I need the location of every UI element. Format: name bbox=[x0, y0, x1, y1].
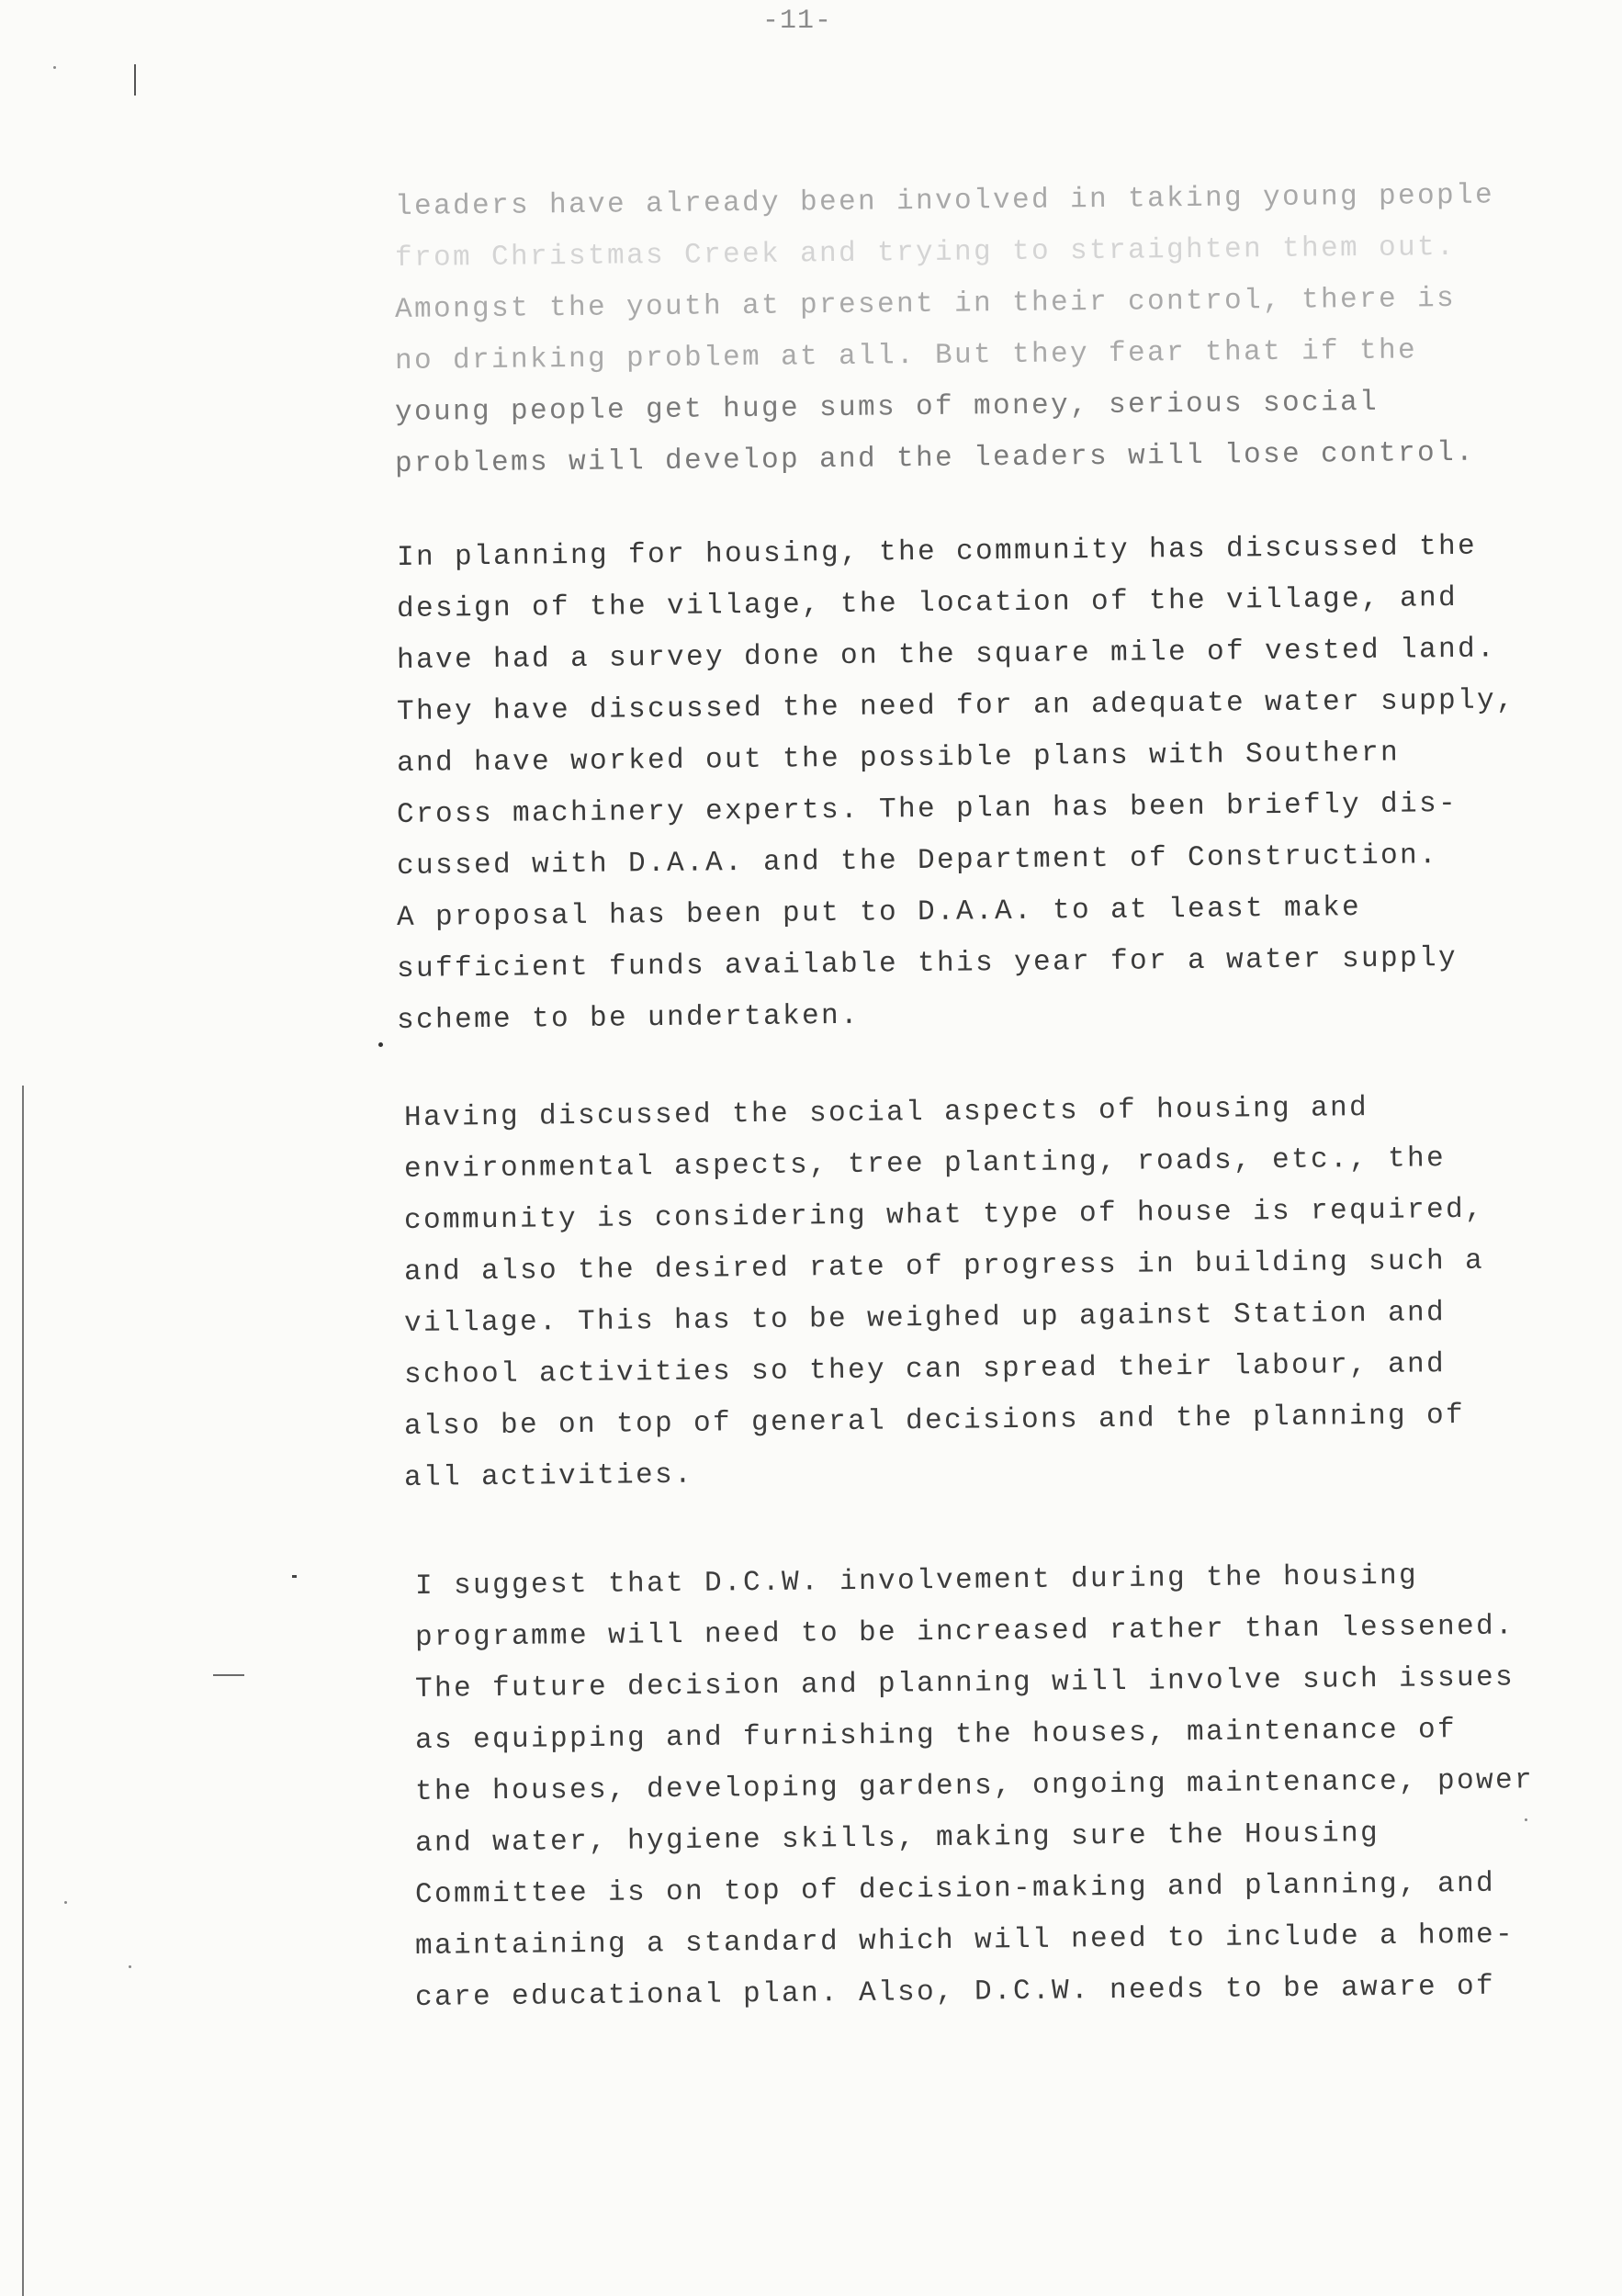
paragraph-4 bbox=[415, 1561, 1534, 2024]
text-line: and also the desired rate of progress in building such a bbox=[403, 1244, 1485, 1289]
text-line: sufficient funds available this year for a water supply bbox=[396, 941, 1459, 985]
text-line: The future decision and planning will involve such issues bbox=[414, 1661, 1515, 1705]
text-line: maintaining a standard which will need to include a home- bbox=[414, 1919, 1515, 1963]
left-edge-line bbox=[22, 1086, 24, 2296]
text-line: Cross machinery experts. The plan has been briefly dis- bbox=[396, 787, 1459, 831]
margin-mark bbox=[134, 64, 136, 96]
speck bbox=[129, 1965, 131, 1968]
text-line: I suggest that D.C.W. involvement during the housing bbox=[414, 1559, 1419, 1603]
text-line: young people get huge sums of money, serious social bbox=[394, 386, 1380, 429]
text-line: problems will develop and the leaders will lose control. bbox=[394, 436, 1476, 480]
text-line: school activities so they can spread their labour, and bbox=[403, 1348, 1447, 1391]
margin-dot bbox=[292, 1575, 297, 1578]
text-line: Committee is on top of decision-making and planning, and bbox=[414, 1867, 1496, 1911]
text-line: A proposal has been put to D.A.A. to at least make bbox=[396, 892, 1362, 934]
speck bbox=[64, 1901, 67, 1904]
text-line: have had a survey done on the square mile of vested land. bbox=[396, 633, 1497, 677]
margin-bullet bbox=[378, 1042, 383, 1047]
speck bbox=[53, 66, 56, 69]
text-line: and have worked out the possible plans with Southern bbox=[396, 737, 1401, 780]
text-line: from Christmas Creek and trying to straighten them out. bbox=[394, 231, 1457, 275]
text-line: In planning for housing, the community has discussed the bbox=[396, 530, 1478, 574]
text-line: environmental aspects, tree planting, roads, etc., the bbox=[403, 1142, 1447, 1186]
text-line: Amongst the youth at present in their control, there is bbox=[394, 282, 1457, 326]
margin-dash bbox=[213, 1674, 244, 1676]
paragraph-2 bbox=[396, 530, 1516, 1047]
text-line: They have discussed the need for an adequate water supply, bbox=[396, 684, 1516, 728]
text-line: scheme to be undertaken. bbox=[396, 999, 861, 1037]
text-line: care educational plan. Also, D.C.W. needs to be aware of bbox=[414, 1970, 1496, 2014]
text-line: leaders have already been involved in taking young people bbox=[394, 179, 1495, 223]
text-line: cussed with D.A.A. and the Department of Construction. bbox=[396, 839, 1439, 883]
text-line: also be on top of general decisions and the planning of bbox=[403, 1399, 1466, 1443]
page-number: -11- bbox=[762, 6, 833, 37]
text-line: community is considering what type of house is required, bbox=[403, 1193, 1485, 1237]
text-line: the houses, developing gardens, ongoing maintenance, power bbox=[414, 1764, 1535, 1808]
text-line: all activities. bbox=[403, 1458, 694, 1494]
paragraph-3 bbox=[404, 1093, 1484, 1504]
text-line: design of the village, the location of the village, and bbox=[396, 581, 1459, 625]
text-line: no drinking problem at all. But they fear that if the bbox=[394, 334, 1418, 377]
text-line: village. This has to be weighed up against Station and bbox=[403, 1297, 1447, 1340]
paragraph-1 bbox=[394, 179, 1495, 490]
text-line: Having discussed the social aspects of housing and bbox=[403, 1092, 1369, 1134]
text-line: as equipping and furnishing the houses, maintenance of bbox=[414, 1714, 1458, 1757]
text-line: and water, hygiene skills, making sure the Housing bbox=[414, 1818, 1380, 1860]
text-line: programme will need to be increased rather than lessened. bbox=[414, 1610, 1515, 1654]
